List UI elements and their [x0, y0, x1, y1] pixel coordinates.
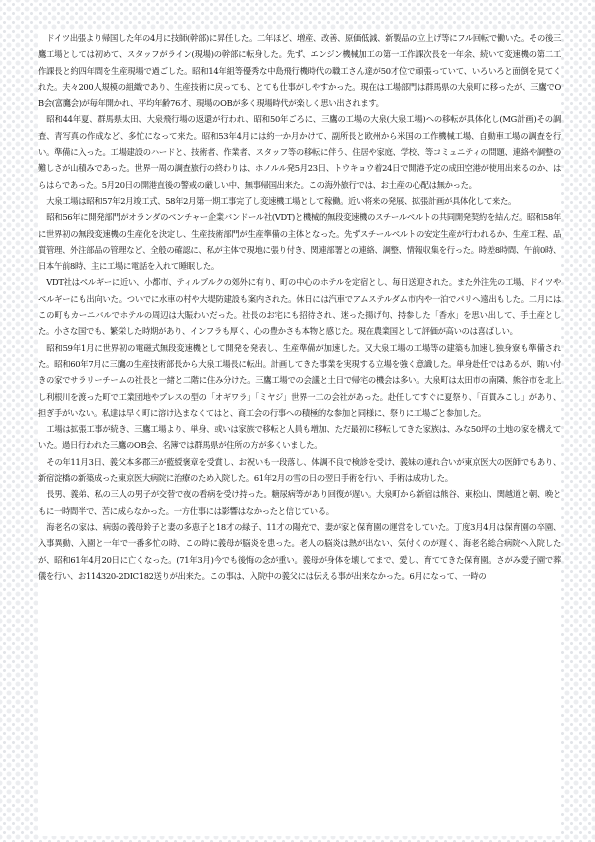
- paragraph: その年11月3日、義父本多郡三が藍綬褒章を受賞し、お祝いも一段落し、体調不良で検診を受け、義妹の連れ合いが東京医大の医師でもあり、新宿淀橋の新築成った東京医大病院に治療のため入院した。61年2月の雪の日の翌日手術を行い、手術は成功した。: [38, 456, 561, 484]
- paragraph: 工場は拡張工事が続き、三鷹工場より、単身、或いは家族で移転と人員も増加、ただ最初に移転してきた家族は、みな50坪の土地の家を構えていた。過日行われた三鷹のOB会、名簿では群馬県が住所の方が多くいました。: [38, 424, 561, 451]
- paragraph: 昭和56年に開発部門がオランダのベンチャー企業バンドール社(VDT)と機械的無段変速機のスチールベルトの共同開発契約を結んだ。昭和58年に世界初の無段変速機の生産化を決定し、生産技術部門が生産準備の主体となった。先ずスチールベルトの安定生産が行われるか、生産工程、品質管理、外注部品の管理など、全般の確認に、私が主体で現地に張り付き、関連部署との連絡、調整、情報収集を行った。時差8時間、午前0時、日本午前8時、主に工場に電話を入れて睡眠した。: [38, 212, 561, 272]
- paragraph: 長男、義弟、私の三人の男子が交替で夜の看病を受け持った。糖尿病等があり回復が遅い。大泉町から新宿は熊谷、東松山、関越道と朝、晩ともに一時間半で、苦に成らなかった。一方仕事には影響はなかったと信じている。: [38, 489, 561, 516]
- paragraph: 昭和44年夏、群馬県太田、大泉飛行場の返還が行われ、昭和50年ごろに、三鷹の工場の大泉(大泉工場)への移転が具体化し(MG計画)その調査、青写真の作成など、多忙になって来た。昭和53年4月には約一か月かけて、副所長と欧州から米国の工作機械工場、自動車工場の調査を行い。準備に入った。工場建設のハードと、技術者、作業者、スタッフ等の移転に伴う、住居や家庭、学校、等コミュニティの問題、連絡や調整の難しさが山積みであった。世界一周の調査旅行の終わりは、ホノルル発5月23日、トウキョウ着24日で開港予定の成田空港が使用出来るのか、はらはらであった。5月20日の開港直後の警戒の厳しい中、無事帰国出来た。この海外旅行では、お土産の心配は無かった。: [38, 114, 561, 190]
- paragraph: VDT社はベルギーに近い、小都市、ティルブルクの郊外に有り、町の中心のホテルを定宿とし、毎日送迎された。また外注先の工場、ドイツやベルギーにも出向いた。ついでに水車の村や大堤防建設も案内された。休日には汽車でアムステルダム市内や一泊でパリへ遠出もした。二月にはこの町もカーニバルでホテルの周辺は大賑わいだった。社長のお宅にも招待され、迷った揚げ句、持参した「香水」を思い出して、手土産とした。小さな国でも、繁栄した時期があり、インフラも厚く、心の豊かさも本物と感じた。現在農業国として評価が高いのは喜ばしい。: [38, 277, 561, 337]
- paragraph: 大泉工場は昭和57年2月竣工式、58年2月第一期工事完了し変速機工場として稼働。近い将来の発展、拡張計画が具体化して来た。: [46, 195, 517, 206]
- document-page: [38, 30, 561, 836]
- paragraph: 昭和59年1月に世界初の電磁式無段変速機として開発を発表し、生産準備が加速した。又大泉工場の工場等の建築も加速し独身寮も準備された。昭和60年7月に三鷹の生産技術部長から大泉工場長に転出。計画してきた事業を実現する立場を強く意識した。単身赴任ではあるが、賄い付きの家でサラリーチームの社長と一緒と二階に住み分けた。三鷹工場での会議と土日で帰宅の機会は多い。大泉町は太田市の南隣、熊谷市を北上し利根川を渡った町で工業団地やブレスの型の「オギワラ」「ミヤジ」世界一二の会社があった。赴任してすぐに夏祭り、「百貫みこし」があり、担ぎ手がいない。私達は早く町に溶け込まなくてはと、商工会の行事への積極的な参加と同様に、祭りに工場ごと参加した。: [38, 342, 561, 418]
- paragraph: 海老名の家は、病弱の義母鈴子と妻の多恵子と18才の緑子、11才の陽充で、妻が家と保育園の運営をしていた。丁度3月4月は保育園の卒園、入事異動、入園と一年で一番多忙の時、この時に義母が脳炎を患った。老人の脳炎は熱が出ない、気付くのが遅く、海老名総合病院へ入院したが、昭和61年4月20日に亡くなった。(71年3月)今でも後悔の念が重い。義母が身体を壊してまで、愛し、育ててきた保育園。さがみ愛子園で葬儀を行い、お114320-2DIC182送りが出来た。この事は、入院中の義父には伝える事が出来なかった。6月になって、一時の: [38, 521, 561, 581]
- paragraph: ドイツ出張より帰国した年の4月に技師(幹部)に昇任した。二年ほど、増産、改善、原価低減、新製品の立上げ等にフル回転で働いた。その後三鷹工場としては初めて、スタッフがライン(現場)の幹部に転身した。先ず、エンジン機械加工の第一工作課次長を一年余、続いて変速機の第二工作課長と約四年間を生産現場で過ごした。昭和14年組等優秀な中島飛行機時代の職工さん達が50才位で頑張っていて、いろいろと面倒を見てくれた。夫々200人規模の組織であり、生産技術に戻っても、とても仕事がしやすかった。現在は工場部門は群馬県の大泉町に移ったが、三鷹でOB会(富鷹会)が毎年開かれ、平均年齢76才、現場のOBが多く現場時代が楽しく思い出されます。: [38, 33, 561, 109]
